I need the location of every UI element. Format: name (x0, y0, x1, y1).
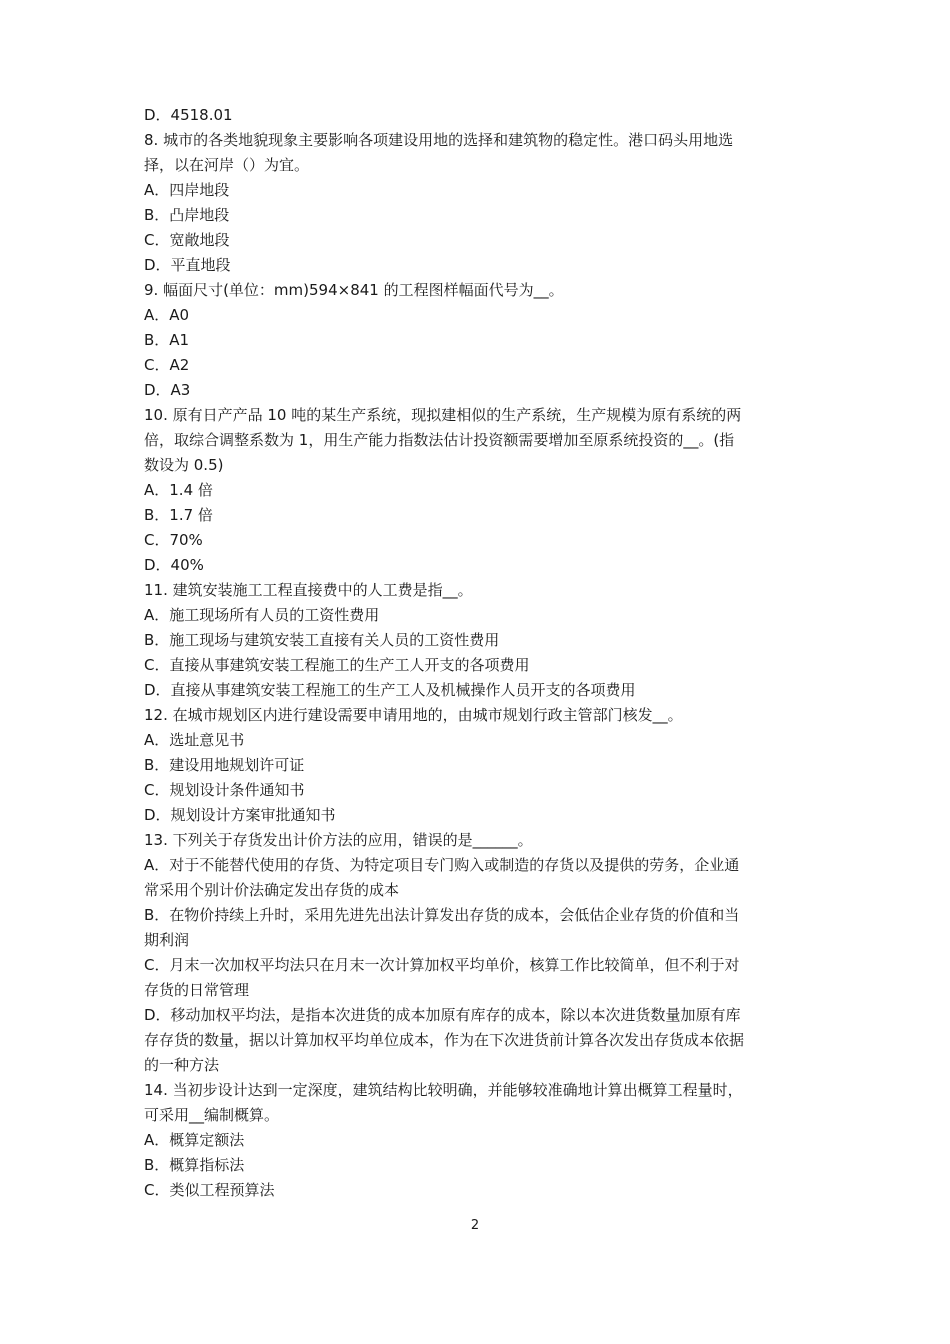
text-line: C．规划设计条件通知书 (144, 781, 305, 799)
text-line: D．4518.01 (144, 106, 233, 124)
text-line: A．施工现场所有人员的工资性费用 (144, 606, 380, 624)
text-line: C．70% (144, 531, 203, 549)
text-line: C．类似工程预算法 (144, 1181, 275, 1199)
text-line: 8. 城市的各类地貌现象主要影响各项建设用地的选择和建筑物的稳定性。港口码头用地选 (144, 131, 734, 149)
text-line: 14. 当初步设计达到一定深度，建筑结构比较明确，并能够较准确地计算出概算工程量时， (144, 1081, 743, 1099)
text-line: C．直接从事建筑安装工程施工的生产工人开支的各项费用 (144, 656, 530, 674)
text-line: C．宽敞地段 (144, 231, 230, 249)
text-line: D．规划设计方案审批通知书 (144, 806, 336, 824)
text-line: A．四岸地段 (144, 181, 230, 199)
text-line: 13. 下列关于存货发出计价方法的应用，错误的是______。 (144, 831, 533, 849)
text-line: 可采用__编制概算。 (144, 1106, 280, 1124)
text-line: 存存货的数量，据以计算加权平均单位成本，作为在下次进货前计算各次发出存货成本依据 (144, 1031, 745, 1049)
text-line: 存货的日常管理 (144, 981, 250, 999)
text-line: B．在物价持续上升时，采用先进先出法计算发出存货的成本，会低估企业存货的价值和当 (144, 906, 740, 924)
text-line: 倍，取综合调整系数为 1，用生产能力指数法估计投资额需要增加至原系统投资的__。(指 (144, 431, 735, 449)
text-line: D．直接从事建筑安装工程施工的生产工人及机械操作人员开支的各项费用 (144, 681, 636, 699)
text-line: 10. 原有日产产品 10 吨的某生产系统，现拟建相似的生产系统，生产规模为原有系统的两 (144, 406, 742, 424)
text-line: A．概算定额法 (144, 1131, 245, 1149)
text-line: A．对于不能替代使用的存货、为特定项目专门购入或制造的存货以及提供的劳务，企业通 (144, 856, 740, 874)
text-line: 期利润 (144, 931, 190, 949)
text-line: A．A0 (144, 306, 190, 324)
text-line: 常采用个别计价法确定发出存货的成本 (144, 881, 400, 899)
text-line: D．平直地段 (144, 256, 231, 274)
text-line: C．月末一次加权平均法只在月末一次计算加权平均单价，核算工作比较简单，但不利于对 (144, 956, 740, 974)
text-line: B．概算指标法 (144, 1156, 245, 1174)
text-line: A．选址意见书 (144, 731, 245, 749)
page-number: 2 (470, 1218, 480, 1233)
text-line: B．A1 (144, 331, 190, 349)
text-line: 的一种方法 (144, 1056, 220, 1074)
text-line: 数设为 0.5) (144, 456, 224, 474)
text-line: B．建设用地规划许可证 (144, 756, 305, 774)
question-text-block (144, 103, 812, 1203)
text-line: D．移动加权平均法，是指本次进货的成本加原有库存的成本，除以本次进货数量加原有库 (144, 1006, 741, 1024)
text-line: B．1.7 倍 (144, 506, 213, 524)
text-line: 11. 建筑安装施工工程直接费中的人工费是指__。 (144, 581, 473, 599)
text-line: 12. 在城市规划区内进行建设需要申请用地的，由城市规划行政主管部门核发__。 (144, 706, 683, 724)
text-line: 择，以在河岸（）为宜。 (144, 156, 310, 174)
text-line: A．1.4 倍 (144, 481, 213, 499)
text-line: B．施工现场与建筑安装工直接有关人员的工资性费用 (144, 631, 500, 649)
text-line: C．A2 (144, 356, 190, 374)
text-line: D．40% (144, 556, 204, 574)
text-line: 9. 幅面尺寸(单位：mm)594×841 的工程图样幅面代号为__。 (144, 281, 564, 299)
text-line: D．A3 (144, 381, 191, 399)
text-line: B．凸岸地段 (144, 206, 230, 224)
